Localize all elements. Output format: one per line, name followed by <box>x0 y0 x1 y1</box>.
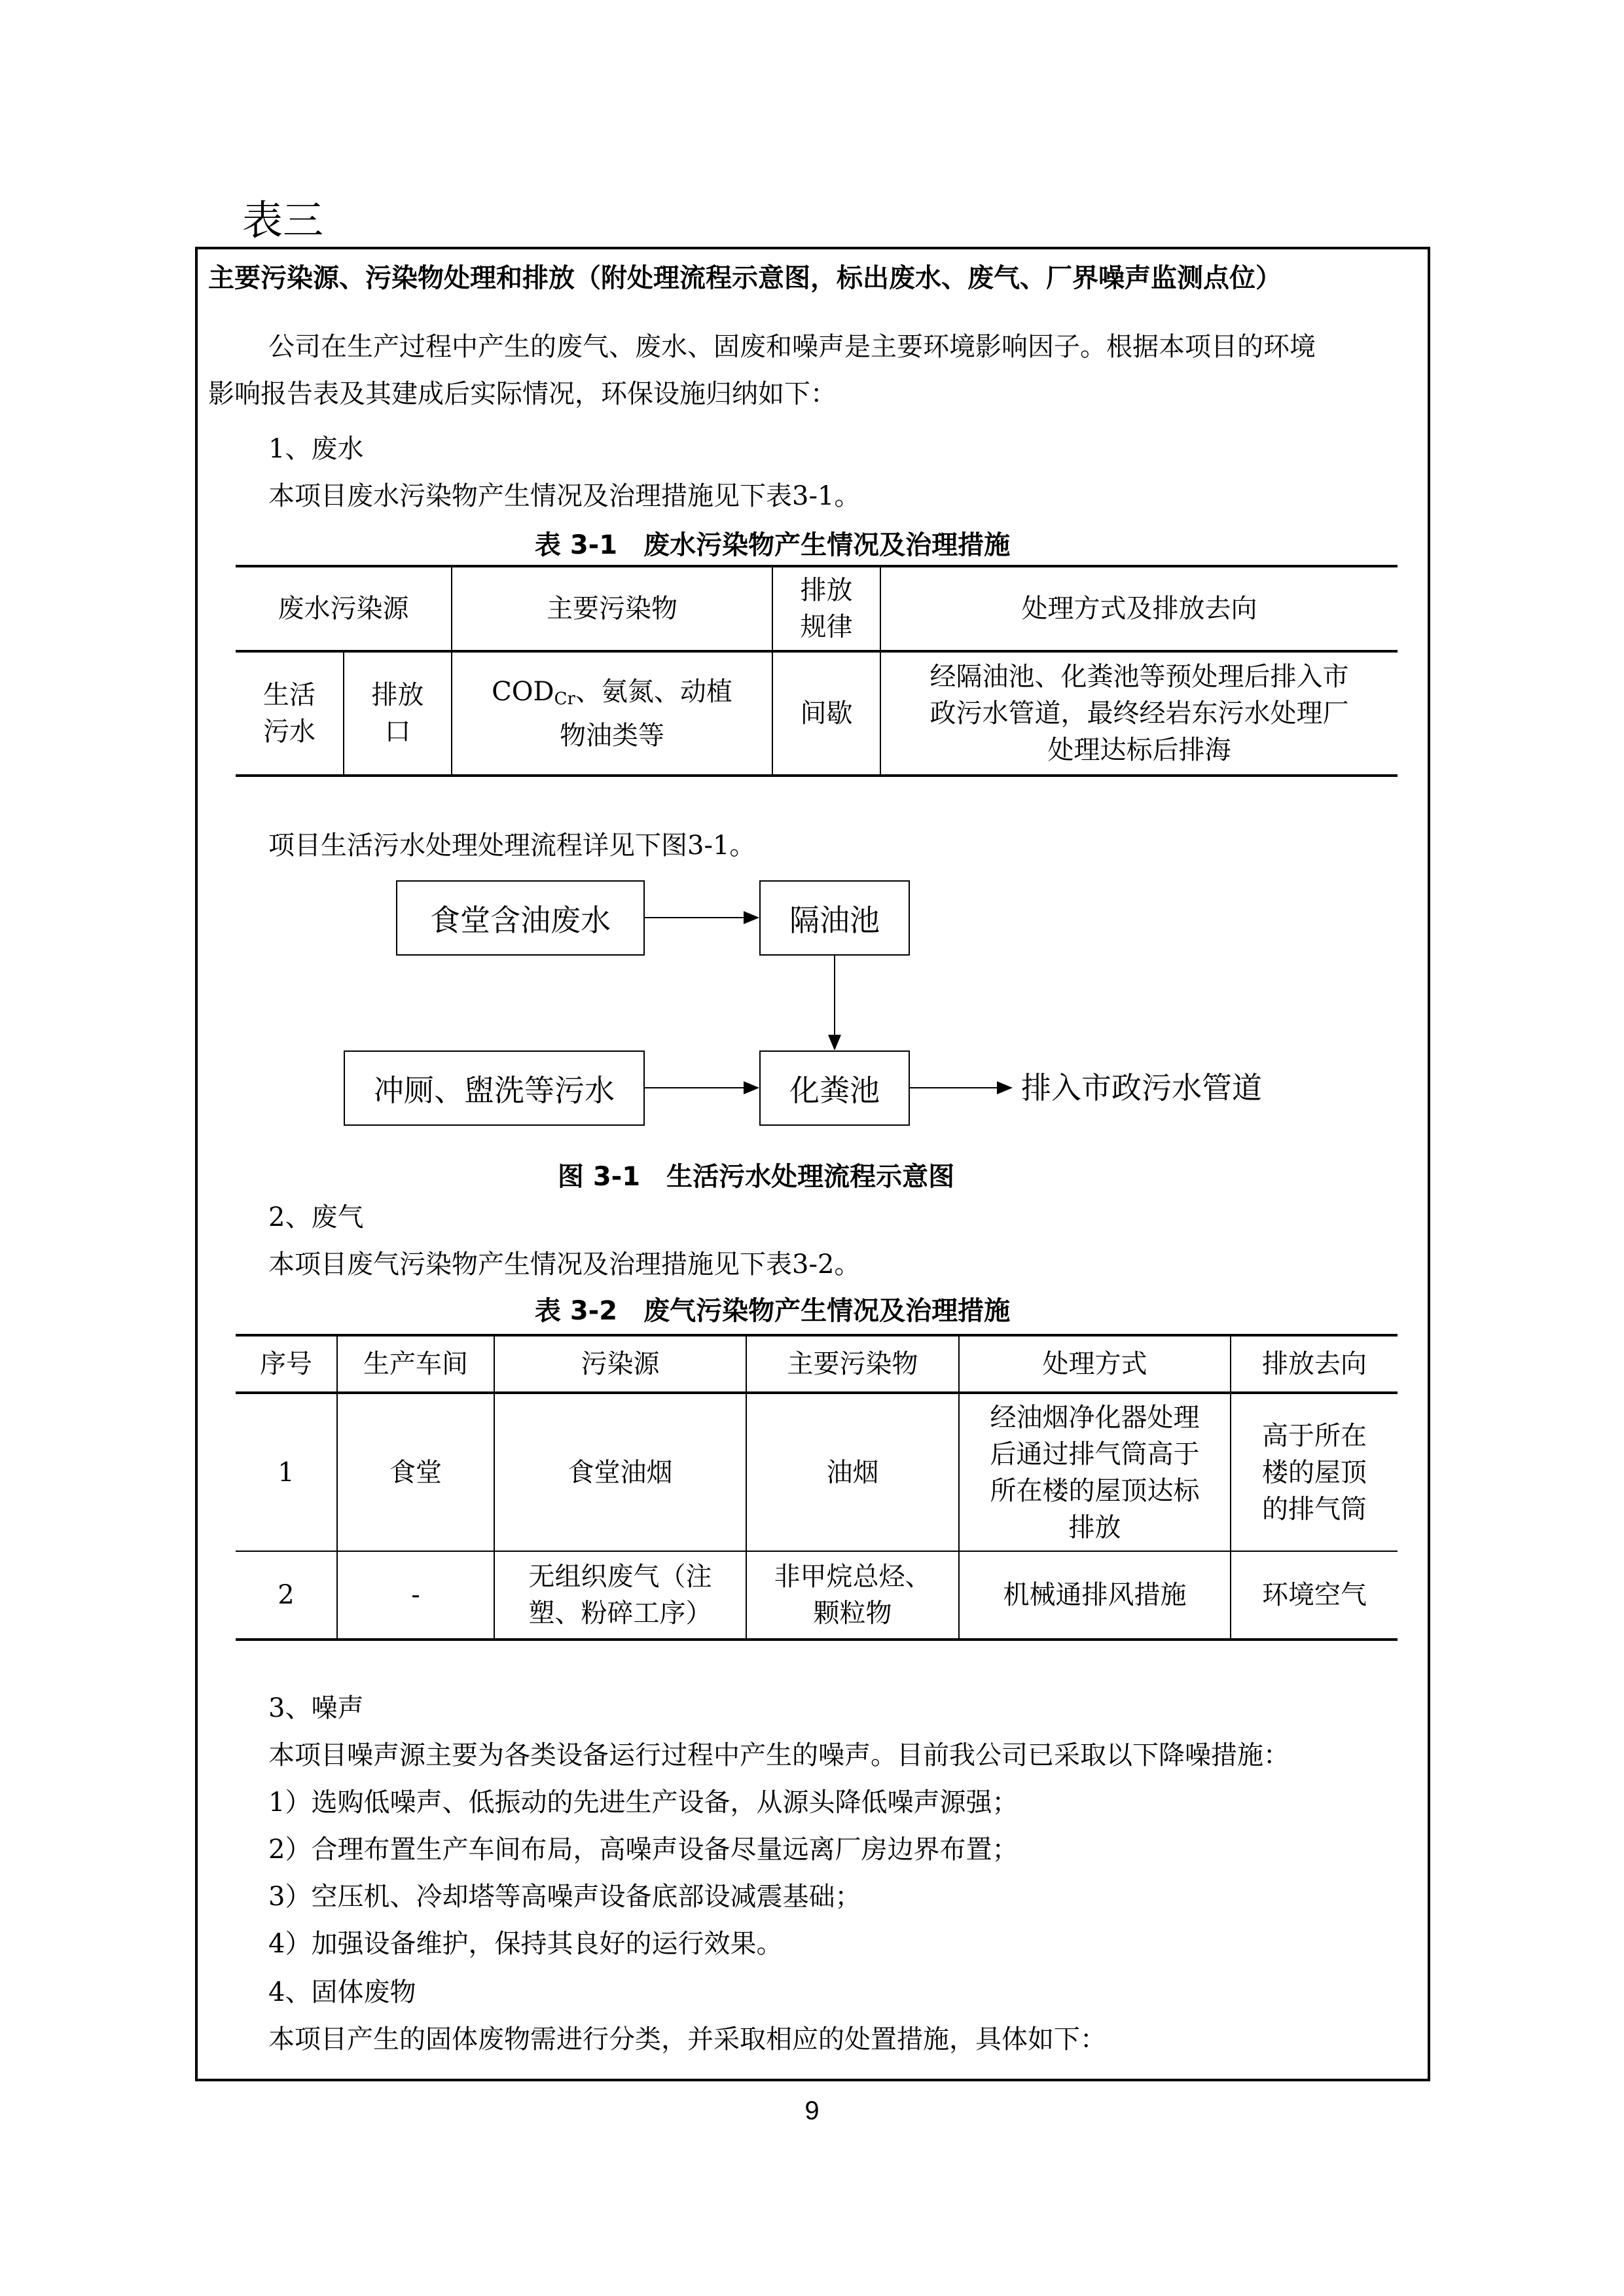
cell-destination: 环境空气 <box>1231 1551 1398 1640</box>
cell-outlet: 排放 口 <box>344 651 452 776</box>
page-number: 9 <box>804 2096 820 2125</box>
wastewater-intro: 本项目废水污染物产生情况及治理措施见下表3-1。 <box>268 481 861 511</box>
flow-box-grease-trap: 隔油池 <box>759 880 910 956</box>
noise-measure-2: 2）合理布置生产车间布局，高噪声设备尽量远离厂房边界布置； <box>268 1835 1019 1865</box>
cell-pollutant: 油烟 <box>746 1393 959 1551</box>
cell-source: 无组织废气（注 塑、粉碎工序） <box>494 1551 746 1640</box>
cell-no: 1 <box>236 1393 337 1551</box>
solid-waste-intro: 本项目产生的固体废物需进行分类，并采取相应的处置措施，具体如下： <box>268 2024 1106 2054</box>
noise-measure-1: 1）选购低噪声、低振动的先进生产设备，从源头降低噪声源强； <box>268 1787 1019 1818</box>
noise-heading: 3、噪声 <box>268 1693 364 1723</box>
header-destination: 排放去向 <box>1231 1335 1398 1393</box>
cell-treatment: 经隔油池、化粪池等预处理后排入市 政污水管道，最终经岩东污水处理厂 处理达标后排海 <box>880 651 1398 776</box>
header-pattern: 排放 规律 <box>772 566 880 651</box>
page-heading: 表三 <box>242 196 324 244</box>
table-row <box>236 1393 1398 1551</box>
noise-intro: 本项目噪声源主要为各类设备运行过程中产生的噪声。目前我公司已采取以下降噪措施： <box>268 1740 1290 1770</box>
header-no: 序号 <box>236 1335 337 1393</box>
intro-line-1: 公司在生产过程中产生的废气、废水、固废和噪声是主要环境影响因子。根据本项目的环境 <box>268 332 1316 362</box>
flow-discharge-label: 排入市政污水管道 <box>1021 1070 1262 1105</box>
figure-3-1-caption: 图 3-1 生活污水处理流程示意图 <box>557 1162 955 1192</box>
noise-measure-4: 4）加强设备维护，保持其良好的运行效果。 <box>268 1929 783 1959</box>
exhaust-table <box>236 1334 1398 1641</box>
cell-treatment: 经油烟净化器处理 后通过排气筒高于 所在楼的屋顶达标 排放 <box>959 1393 1231 1551</box>
cell-treatment: 机械通排风措施 <box>959 1551 1231 1640</box>
intro-line-2: 影响报告表及其建成后实际情况，环保设施归纳如下： <box>208 379 837 409</box>
header-treatment: 处理方式及排放去向 <box>880 566 1398 651</box>
table-3-1-caption: 表 3-1 废水污染物产生情况及治理措施 <box>534 530 1011 560</box>
cell-no: 2 <box>236 1551 337 1640</box>
header-treatment: 处理方式 <box>959 1335 1231 1393</box>
flow-box-toilet-wastewater: 冲厕、盥洗等污水 <box>344 1050 645 1126</box>
header-source: 污染源 <box>494 1335 746 1393</box>
table-3-2-caption: 表 3-2 废气污染物产生情况及治理措施 <box>534 1296 1011 1326</box>
cell-type: 生活 污水 <box>236 651 344 776</box>
cell-workshop: 食堂 <box>337 1393 494 1551</box>
header-workshop: 生产车间 <box>337 1335 494 1393</box>
flow-intro: 项目生活污水处理处理流程详见下图3-1。 <box>268 831 756 861</box>
wastewater-heading: 1、废水 <box>268 434 364 464</box>
flow-box-septic-tank: 化粪池 <box>759 1050 910 1126</box>
header-source: 废水污染源 <box>236 566 452 651</box>
cell-pollutant: $COD_{Cr}$、氨氮、动植 物油类等 <box>452 651 772 776</box>
exhaust-intro: 本项目废气污染物产生情况及治理措施见下表3-2。 <box>268 1249 861 1280</box>
solid-waste-heading: 4、固体废物 <box>268 1977 416 2007</box>
noise-measure-3: 3）空压机、冷却塔等高噪声设备底部设减震基础； <box>268 1882 861 1912</box>
header-pollutant: 主要污染物 <box>452 566 772 651</box>
section-header: 主要污染源、污染物处理和排放（附处理流程示意图，标出废水、废气、厂界噪声监测点位） <box>208 263 1282 293</box>
cell-source: 食堂油烟 <box>494 1393 746 1551</box>
cell-workshop: - <box>337 1551 494 1640</box>
table-row <box>236 1551 1398 1640</box>
header-pollutant: 主要污染物 <box>746 1335 959 1393</box>
cell-destination: 高于所在 楼的屋顶 的排气筒 <box>1231 1393 1398 1551</box>
cell-pattern: 间歇 <box>772 651 880 776</box>
flow-box-canteen-wastewater: 食堂含油废水 <box>396 880 645 956</box>
cell-pollutant: 非甲烷总烃、 颗粒物 <box>746 1551 959 1640</box>
exhaust-heading: 2、废气 <box>268 1202 364 1232</box>
